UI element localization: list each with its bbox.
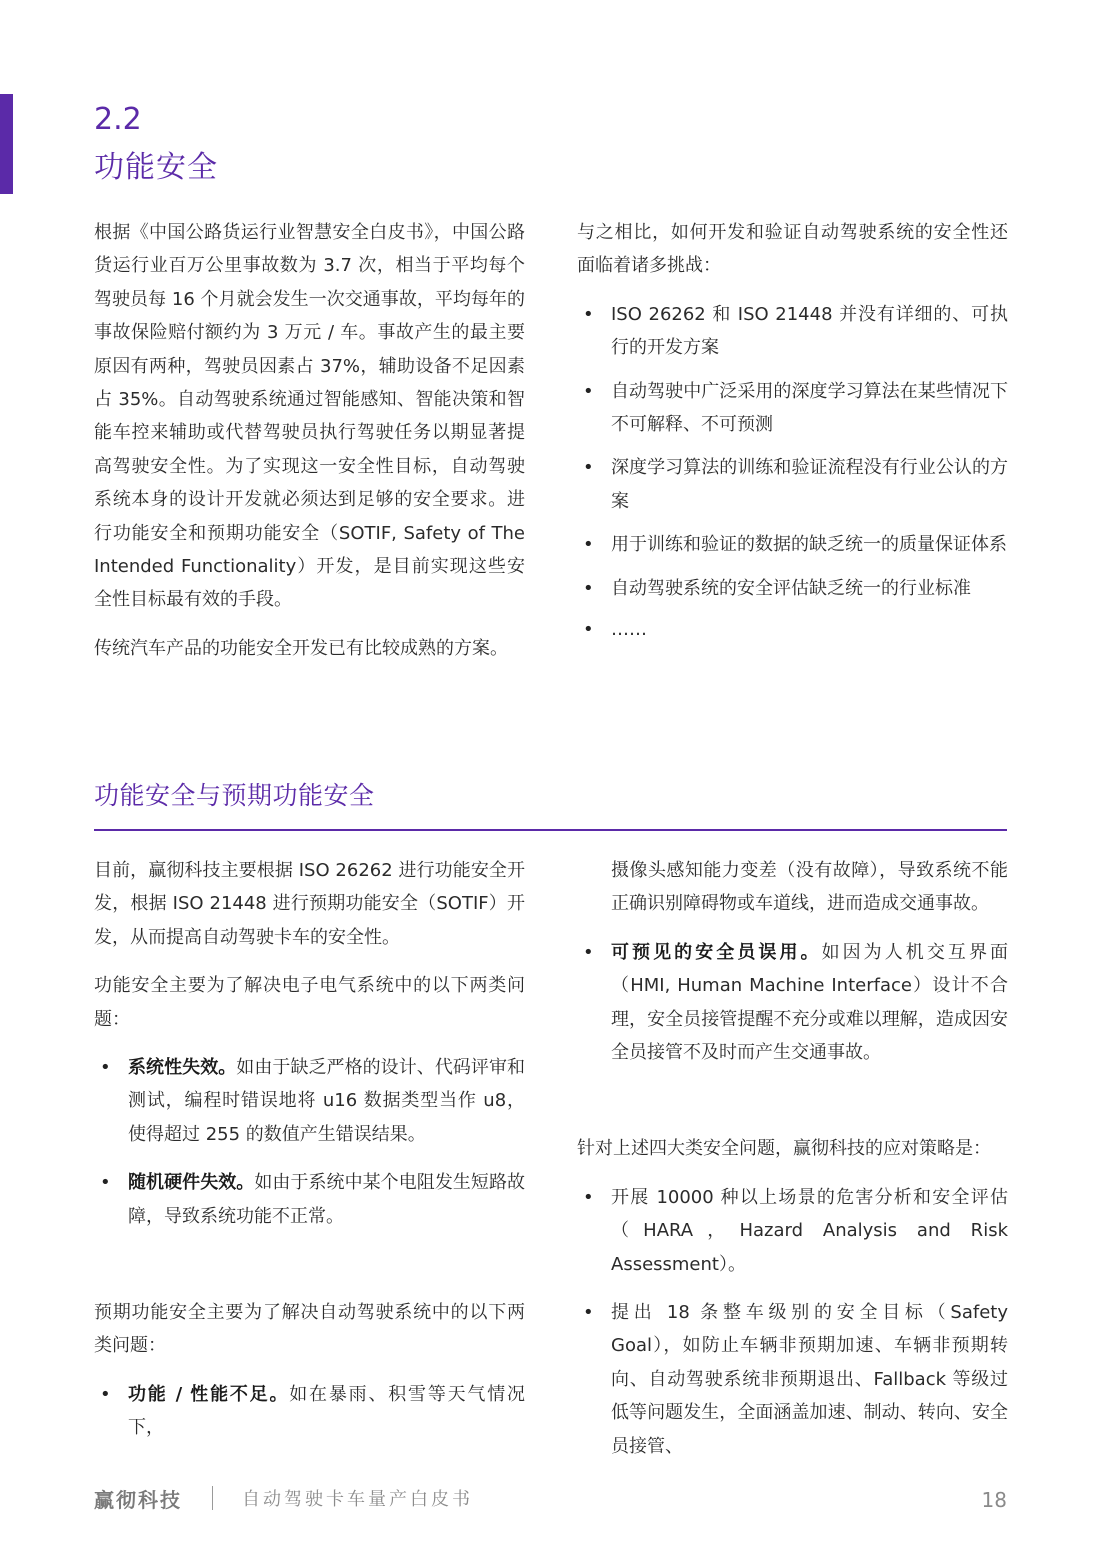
misuse-list [577, 936, 1008, 1070]
list-item: • 用于训练和验证的数据的缺乏统一的质量保证体系 [577, 528, 1008, 561]
intro-paragraph-traditional: 传统汽车产品的功能安全开发已有比较成熟的方案。 [94, 637, 508, 659]
list-item: • 提出 18 条整车级别的安全目标（Safety Goal），如防止车辆非预期加速、车辆非预期转向、自动驾驶系统非预期退出、Fallback 等级过低等问题发生，全面涵盖加速、制动、转向、安全员接管、 [577, 1296, 1008, 1463]
list-item-foreseeable-misuse [577, 936, 1008, 1070]
intro-left-column [94, 216, 525, 665]
subsection-divider [94, 829, 1007, 831]
footer-brand: 赢彻科技 [94, 1488, 182, 1512]
performance-continuation: 摄像头感知能力变差（没有故障），导致系统不能正确识别障碍物或车道线，进而造成交通事故。 [611, 860, 1008, 915]
challenges-list [577, 298, 1008, 647]
desc-performance-insufficiency: 如在暴雨、积雪等天气情况下， [128, 1383, 526, 1439]
list-item: • ISO 26262 和 ISO 21448 并没有详细的、可执行的开发方案 [577, 298, 1008, 365]
footer-doc-title: 自动驾驶卡车量产白皮书 [242, 1489, 473, 1510]
list-item: • …… [577, 613, 1008, 646]
fs-intro-paragraph: 目前，赢彻科技主要根据 ISO 26262 进行功能安全开发，根据 ISO 21448 进行预期功能安全（SOTIF）开发，从而提高自动驾驶卡车的安全性。 [94, 860, 525, 948]
term-foreseeable-misuse: 可预见的安全员误用。 [611, 941, 822, 963]
section-accent-bar [0, 94, 13, 194]
sotif-problems-list [94, 1378, 525, 1445]
fs-problems-list [94, 1051, 525, 1233]
list-item-systematic-failure [94, 1051, 525, 1151]
term-systematic-failure: 系统性失效。 [128, 1057, 237, 1079]
list-item: • 开展 10000 种以上场景的危害分析和安全评估（HARA，Hazard Analysis and Risk Assessment）。 [577, 1181, 1008, 1281]
list-item-performance-insufficiency [94, 1378, 525, 1445]
term-performance-insufficiency: 功能 / 性能不足。 [128, 1383, 290, 1405]
intro-right-column [577, 216, 1008, 646]
subsection-title: 功能安全与预期功能安全 [94, 781, 375, 810]
subsection-left-column [94, 854, 525, 1445]
intro-paragraph: 根据《中国公路货运行业智慧安全白皮书》，中国公路货运行业百万公里事故数为 3.7 次，相当于平均每个驾驶员每 16 个月就会发生一次交通事故，平均每年的事故保险赔付额约为 3 万元 / 车。事故产生的最主要原因有两种，驾驶员因素占 37%，辅助设备不足因素占 35%。自动驾驶系统通过智能感知、智能决策和智能车控来辅助或代替驾驶员执行驾驶任务以期显著提高驾驶安全性。为了实现这一安全性目标，自动驾驶系统本身的设计开发就必须达到足够的安全要求。进行功能安全和预期功能安全（SOTIF, Safety of The Intended Functionality）开发，是目前实现这些安全性目标最有效的手段。 [94, 222, 525, 611]
fs-problems-lead: 功能安全主要为了解决电子电气系统中的以下两类问题： [94, 975, 525, 1030]
list-item: • 自动驾驶系统的安全评估缺乏统一的行业标准 [577, 572, 1008, 605]
strategy-lead: 针对上述四大类安全问题，赢彻科技的应对策略是： [577, 1138, 991, 1160]
page-number: 18 [981, 1488, 1007, 1512]
section-title: 功能安全 [94, 150, 218, 185]
strategy-list [577, 1181, 1008, 1463]
term-random-hardware-failure: 随机硬件失效。 [128, 1172, 255, 1194]
footer-separator [212, 1486, 213, 1510]
list-item: • 深度学习算法的训练和验证流程没有行业公认的方案 [577, 451, 1008, 518]
desc-foreseeable-misuse: 如因为人机交互界面（HMI, Human Machine Interface）设计不合理，安全员接管提醒不充分或难以理解，造成因安全员接管不及时而产生交通事故。 [611, 941, 1009, 1064]
section-number: 2.2 [94, 102, 142, 137]
challenges-lead: 与之相比，如何开发和验证自动驾驶系统的安全性还面临着诸多挑战： [577, 222, 1008, 277]
subsection-right-column [577, 854, 1008, 1463]
list-item-random-hardware-failure [94, 1166, 525, 1233]
list-item: • 自动驾驶中广泛采用的深度学习算法在某些情况下不可解释、不可预测 [577, 375, 1008, 442]
desc-random-hardware-failure: 如由于系统中某个电阻发生短路故障，导致系统功能不正常。 [128, 1172, 526, 1227]
sotif-problems-lead: 预期功能安全主要为了解决自动驾驶系统中的以下两类问题： [94, 1302, 525, 1357]
desc-systematic-failure: 如由于缺乏严格的设计、代码评审和测试，编程时错误地将 u16 数据类型当作 u8，使得超过 255 的数值产生错误结果。 [128, 1057, 526, 1145]
